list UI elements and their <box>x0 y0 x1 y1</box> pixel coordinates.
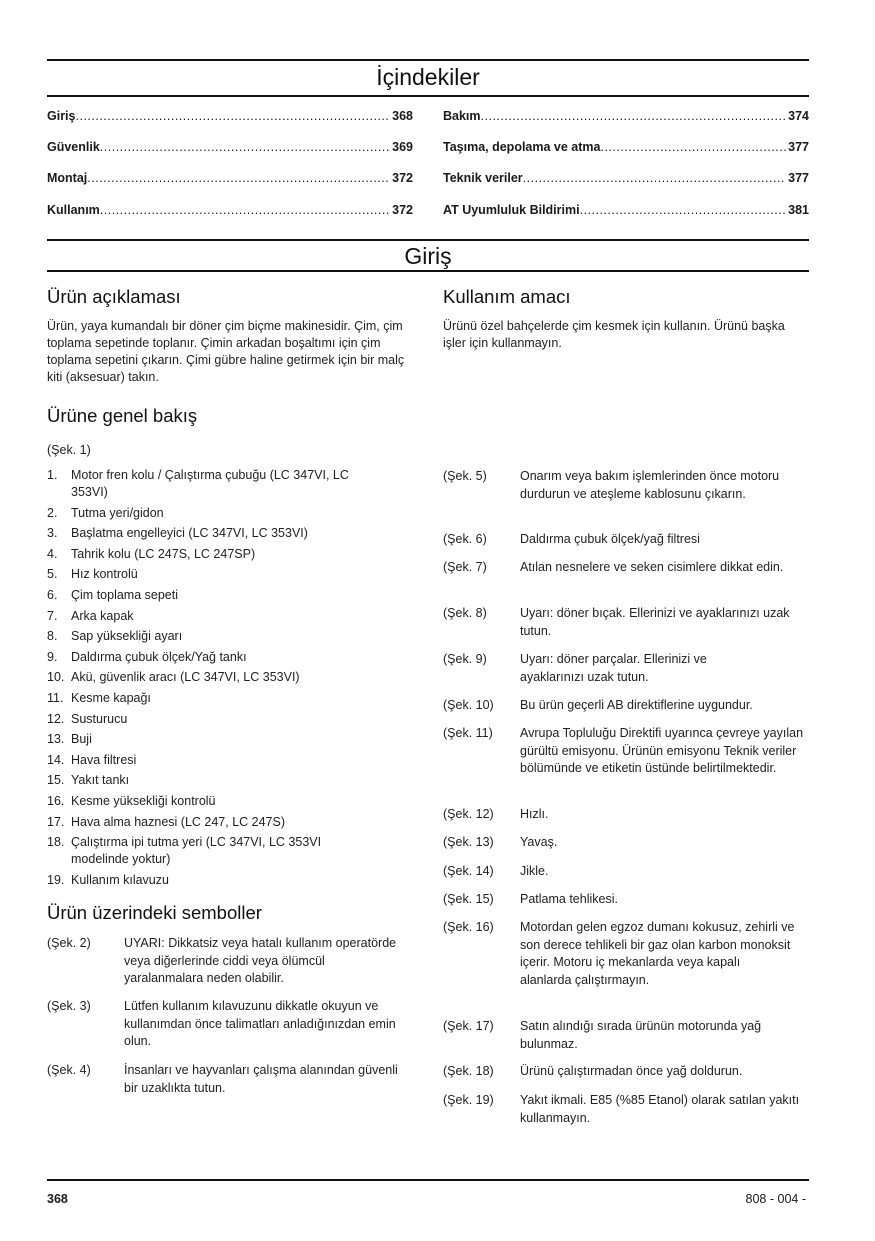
list-item-text: Motor fren kolu / Çalıştırma çubuğu (LC 347VI, LC 353VI) <box>71 468 349 499</box>
page-number: 368 <box>47 1192 68 1206</box>
list-item-text: Kesme kapağı <box>71 690 151 705</box>
symbol-description: Hızlı. <box>520 807 549 821</box>
product-overview-list <box>47 467 417 892</box>
toc-entry-page: 372 <box>392 203 413 217</box>
list-item-text: Sap yüksekliği ayarı <box>71 629 183 644</box>
toc-entry-label: Güvenlik <box>47 140 100 154</box>
symbol-description: Uyarı: döner bıçak. Ellerinizi ve ayaklarınızı uzak tutun. <box>520 606 790 638</box>
toc-entry-montaj[interactable] <box>47 171 413 185</box>
symbol-entry-7 <box>443 559 809 577</box>
list-item <box>47 731 417 748</box>
symbol-description: Uyarı: döner parçalar. Ellerinizi ve ayaklarınızı uzak tutun. <box>520 652 707 684</box>
list-item-text: Çalıştırma ipi tutma yeri (LC 347VI, LC 353VI modelinde yoktur) <box>71 835 322 867</box>
symbol-figure-ref: (Şek. 2) <box>47 936 91 950</box>
toc-entry-label: Montaj <box>47 171 88 185</box>
symbol-description: UYARI: Dikkatsiz veya hatalı kullanım operatörde veya diğerlerinde ciddi veya ölümcül yaralanmalara neden olabilir. <box>124 936 397 985</box>
symbol-description: Satın alındığı sırada ürünün motorunda yağ bulunmaz. <box>520 1019 762 1051</box>
toc-entry-page: 377 <box>788 140 809 154</box>
symbol-entry-5 <box>443 468 809 503</box>
list-item <box>47 793 417 810</box>
symbol-entry-8 <box>443 605 809 640</box>
symbol-description: Yakıt ikmali. E85 (%85 Etanol) olarak satılan yakıtı kullanmayın. <box>520 1093 800 1125</box>
list-item-number: 8. <box>47 629 58 644</box>
toc-leader-dots <box>481 109 787 123</box>
symbol-figure-ref: (Şek. 12) <box>443 807 494 821</box>
list-item <box>47 814 417 831</box>
symbol-figure-ref: (Şek. 9) <box>443 652 487 666</box>
symbol-description: Onarım veya bakım işlemlerinden önce motoru durdurun ve ateşleme kablosunu çıkarın. <box>520 469 780 501</box>
symbol-entry-10 <box>443 697 809 715</box>
symbol-description: Avrupa Topluluğu Direktifi uyarınca çevreye yayılan gürültü emisyonu. Ürünün emisyonu Teknik veriler bölümünde ve etiketin üstünde belirtilmektedir. <box>520 726 804 775</box>
product-description-text: Ürün, yaya kumandalı bir döner çim biçme makinesidir. Çim, çim toplama sepetinde toplanır. Çimin arkadan boşaltımı için çim toplama sepetini çıkarın. Çimi gübre haline getirmek için bir malç kiti (aksesuar) takın. <box>47 319 405 384</box>
toc-bottom-rule <box>47 95 809 97</box>
list-item-text: Çim toplama sepeti <box>71 587 178 602</box>
toc-leader-dots <box>523 171 786 185</box>
list-item-number: 1. <box>47 468 58 482</box>
toc-title: İçindekiler <box>376 64 480 90</box>
list-item <box>47 669 417 686</box>
product-description-heading: Ürün açıklaması <box>47 286 181 307</box>
list-item-number: 9. <box>47 649 58 664</box>
toc-leader-dots <box>76 109 391 123</box>
list-item-text: Arka kapak <box>71 608 134 623</box>
toc-entry-label: Teknik veriler <box>443 171 523 185</box>
list-item-text: Susturucu <box>71 711 128 726</box>
list-item-number: 13. <box>47 732 65 747</box>
list-item-number: 12. <box>47 711 65 726</box>
toc-entry-at-uyumluluk[interactable] <box>443 203 809 217</box>
list-item-number: 19. <box>47 872 65 887</box>
toc-entry-page: 369 <box>392 140 413 154</box>
toc-entry-tasima[interactable] <box>443 140 809 154</box>
toc-top-rule <box>47 59 809 61</box>
toc-entry-page: 381 <box>788 203 809 217</box>
toc-leader-dots <box>580 203 787 217</box>
list-item <box>47 525 417 542</box>
symbol-entry-18 <box>443 1063 809 1081</box>
toc-leader-dots <box>100 140 390 154</box>
symbol-entry-17 <box>443 1018 809 1053</box>
toc-entry-label: Kullanım <box>47 203 100 217</box>
list-item <box>47 608 417 625</box>
symbol-description: Motordan gelen egzoz dumanı kokusuz, zehirli ve son derece tehlikeli bir gaz olan karbon monoksit içerir. Motoru iç mekanlarda veya kapalı alanlarda çalıştırmayın. <box>520 920 795 987</box>
list-item-text: Buji <box>71 732 92 747</box>
list-item-number: 14. <box>47 752 65 767</box>
toc-entry-giris[interactable] <box>47 109 413 123</box>
symbol-description: İnsanları ve hayvanları çalışma alanından güvenli bir uzaklıkta tutun. <box>124 1063 398 1095</box>
symbol-entry-3 <box>47 998 407 1051</box>
toc-entry-bakim[interactable] <box>443 109 809 123</box>
list-item <box>47 872 417 889</box>
toc-entry-teknik[interactable] <box>443 171 809 185</box>
list-item <box>47 772 417 789</box>
symbol-description: Patlama tehlikesi. <box>520 892 618 906</box>
product-symbols-heading: Ürün üzerindeki semboller <box>47 902 262 923</box>
symbol-figure-ref: (Şek. 17) <box>443 1019 494 1033</box>
symbol-description: Ürünü çalıştırmadan önce yağ doldurun. <box>520 1064 743 1078</box>
product-overview-heading: Ürüne genel bakış <box>47 405 198 426</box>
list-item-text: Kullanım kılavuzu <box>71 872 169 887</box>
list-item-text: Daldırma çubuk ölçek/Yağ tankı <box>71 649 247 664</box>
symbol-figure-ref: (Şek. 19) <box>443 1093 494 1107</box>
toc-leader-dots <box>600 140 786 154</box>
symbol-entry-16 <box>443 919 809 989</box>
symbol-figure-ref: (Şek. 18) <box>443 1064 494 1078</box>
toc-entry-label: Bakım <box>443 109 481 123</box>
symbol-figure-ref: (Şek. 7) <box>443 560 487 574</box>
toc-entry-page: 374 <box>788 109 809 123</box>
list-item-number: 10. <box>47 670 65 685</box>
product-overview-figure-ref: (Şek. 1) <box>47 443 91 457</box>
list-item-number: 3. <box>47 526 58 541</box>
toc-entry-label: AT Uyumluluk Bildirimi <box>443 203 580 217</box>
list-item-text: Hava alma haznesi (LC 247, LC 247S) <box>71 814 286 829</box>
symbol-figure-ref: (Şek. 13) <box>443 835 494 849</box>
list-item <box>47 649 417 666</box>
toc-entry-kullanim[interactable] <box>47 203 413 217</box>
symbol-entry-6 <box>443 531 809 549</box>
symbol-entry-13 <box>443 834 809 852</box>
list-item-number: 17. <box>47 814 65 829</box>
symbol-description: Yavaş. <box>520 835 558 849</box>
list-item-number: 2. <box>47 505 58 520</box>
toc-entry-guvenlik[interactable] <box>47 140 413 154</box>
list-item-text: Tutma yeri/gidon <box>71 505 164 520</box>
list-item-number: 5. <box>47 567 58 582</box>
symbol-figure-ref: (Şek. 15) <box>443 892 494 906</box>
symbol-figure-ref: (Şek. 8) <box>443 606 487 620</box>
intro-top-rule <box>47 239 809 241</box>
symbol-figure-ref: (Şek. 3) <box>47 999 91 1013</box>
toc-leader-dots <box>87 171 390 185</box>
symbol-figure-ref: (Şek. 5) <box>443 469 487 483</box>
symbol-figure-ref: (Şek. 4) <box>47 1063 91 1077</box>
symbol-figure-ref: (Şek. 6) <box>443 532 487 546</box>
list-item <box>47 834 417 868</box>
list-item-text: Hava filtresi <box>71 752 137 767</box>
toc-entry-label: Taşıma, depolama ve atma <box>443 140 601 154</box>
toc-leader-dots <box>100 203 390 217</box>
symbol-figure-ref: (Şek. 10) <box>443 698 494 712</box>
list-item-number: 6. <box>47 587 58 602</box>
intro-bottom-rule <box>47 270 809 272</box>
toc-entry-label: Giriş <box>47 109 76 123</box>
symbol-figure-ref: (Şek. 16) <box>443 920 494 934</box>
list-item <box>47 467 417 501</box>
symbol-entry-12 <box>443 806 809 824</box>
symbol-entry-9 <box>443 651 809 686</box>
list-item-text: Tahrik kolu (LC 247S, LC 247SP) <box>71 546 256 561</box>
list-item-text: Yakıt tankı <box>71 773 130 788</box>
intro-title: Giriş <box>404 243 452 269</box>
list-item-text: Hız kontrolü <box>71 567 138 582</box>
symbol-entry-14 <box>443 863 809 881</box>
document-code: 808 - 004 - <box>745 1192 806 1206</box>
list-item <box>47 711 417 728</box>
list-item-number: 18. <box>47 835 65 850</box>
list-item-text: Kesme yüksekliği kontrolü <box>71 793 216 808</box>
list-item <box>47 546 417 563</box>
list-item <box>47 587 417 604</box>
list-item-text: Başlatma engelleyici (LC 347VI, LC 353VI) <box>71 526 308 541</box>
toc-entry-page: 377 <box>788 171 809 185</box>
toc-entry-page: 368 <box>392 109 413 123</box>
symbol-entry-19 <box>443 1092 809 1127</box>
list-item <box>47 566 417 583</box>
symbol-description: Bu ürün geçerli AB direktiflerine uygundur. <box>520 698 753 712</box>
footer-rule <box>47 1179 809 1181</box>
list-item <box>47 505 417 522</box>
symbol-figure-ref: (Şek. 11) <box>443 726 493 740</box>
symbol-entry-4 <box>47 1062 407 1097</box>
list-item-number: 7. <box>47 608 58 623</box>
list-item-number: 15. <box>47 773 65 788</box>
intended-use-text: Ürünü özel bahçelerde çim kesmek için kullanın. Ürünü başka işler için kullanmayın. <box>443 319 785 350</box>
symbol-entry-2 <box>47 935 407 988</box>
symbol-entry-15 <box>443 891 809 909</box>
list-item <box>47 628 417 645</box>
list-item-text: Akü, güvenlik aracı (LC 347VI, LC 353VI) <box>71 670 300 685</box>
symbol-description: Lütfen kullanım kılavuzunu dikkatle okuyun ve kullanımdan önce talimatları anladığınızdan emin olun. <box>124 999 396 1048</box>
list-item-number: 16. <box>47 793 65 808</box>
list-item <box>47 690 417 707</box>
list-item <box>47 752 417 769</box>
list-item-number: 4. <box>47 546 58 561</box>
symbol-description: Jikle. <box>520 864 549 878</box>
list-item-number: 11. <box>47 690 64 705</box>
symbol-entry-11 <box>443 725 809 778</box>
intended-use-heading: Kullanım amacı <box>443 286 571 307</box>
toc-entry-page: 372 <box>392 171 413 185</box>
symbol-description: Atılan nesnelere ve seken cisimlere dikkat edin. <box>520 560 784 574</box>
symbol-description: Daldırma çubuk ölçek/yağ filtresi <box>520 532 700 546</box>
symbol-figure-ref: (Şek. 14) <box>443 864 494 878</box>
